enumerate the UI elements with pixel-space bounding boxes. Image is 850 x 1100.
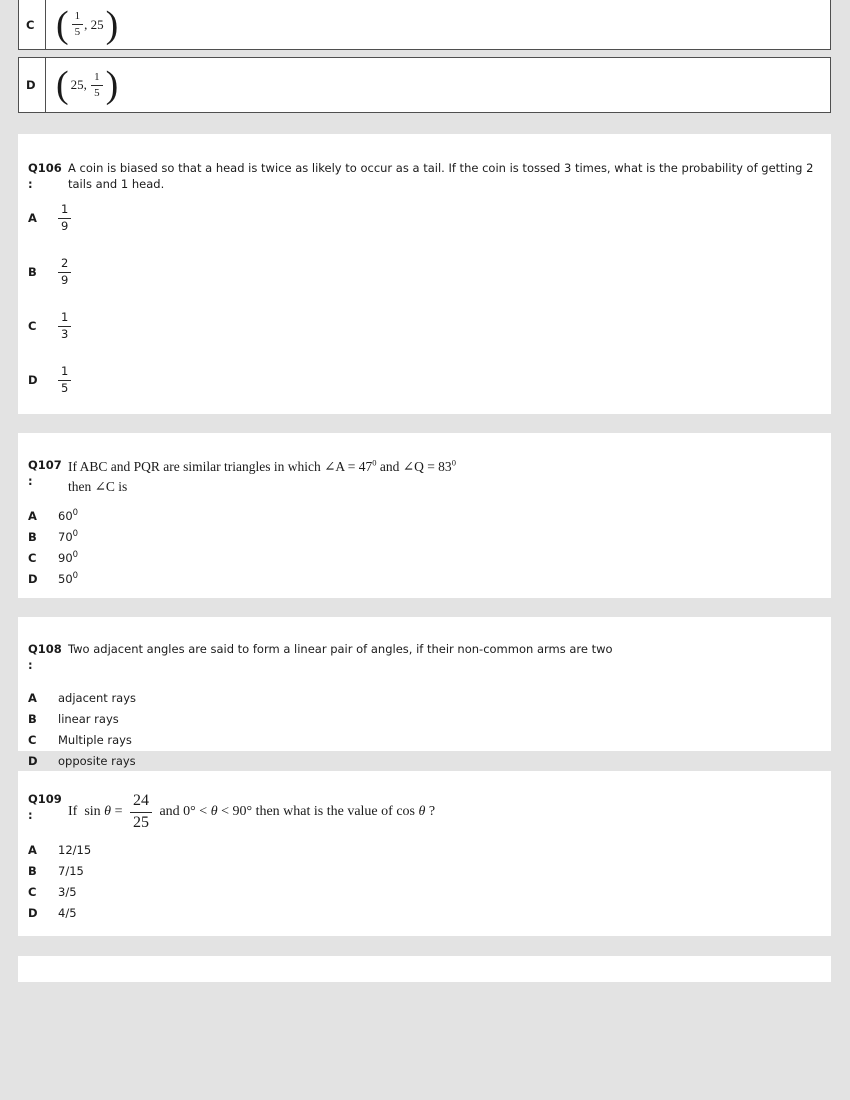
question-number [28,791,68,833]
degree-sup: 0 [72,570,79,581]
option-value: $60^0$ [58,507,79,523]
question-line2: then ∠C is [68,479,128,494]
degree-sup: 0 [451,457,456,468]
option-row [28,750,817,771]
option-letter: B [28,529,37,544]
option-letter: B [28,863,37,878]
option-row [28,839,817,860]
option-letter: D [19,58,46,112]
option-letter: B [28,265,37,279]
question-text: A coin is biased so that a head is twice as likely to occur as a tail. If the coin is tossed 3 times, what is the probability of getting 2 tails and 1 head. [68,161,814,191]
cos-label: cos [396,804,419,819]
fraction-numerator: 1 [58,365,71,380]
question-text [68,457,817,497]
question-text: Two adjacent angles are said to form a linear pair of angles, if their non-common arms are two [68,642,613,656]
option-letter: D [28,753,38,768]
question-line1: If ABC and PQR are similar triangles in which ∠A = $47^0$ and ∠Q = $83^0$ [68,457,456,474]
option-letter: C [28,732,37,747]
option-row [28,708,817,729]
question-card-q109 [18,771,831,936]
question-number [28,457,68,497]
fraction-denominator: 5 [74,26,81,38]
option-value: 3/5 [58,884,77,899]
option-letter: C [28,884,37,899]
empty-card [18,956,831,982]
question-header [28,791,817,833]
option-row [28,860,817,881]
fraction-numerator: 1 [91,71,103,86]
question-number-label: Q106 [28,161,62,175]
open-paren: ( [56,64,69,106]
question-card-q108 [18,617,831,768]
option-row [28,902,817,923]
option-row [28,547,817,568]
question-card-q107 [18,433,831,598]
question-number-label: Q107 [28,458,62,472]
option-letter: C [28,550,37,565]
question-number-label: Q109 [28,792,62,806]
option-value: $70^0$ [58,528,79,544]
question-card-q106 [18,134,831,414]
degree-sup: 0 [72,549,79,560]
option-letter: D [28,373,38,387]
fraction-denominator: 9 [61,218,69,233]
theta-symbol: θ [104,804,112,819]
sin-label: sin [84,804,105,819]
table-row-d [18,57,831,113]
table-row-c [18,0,831,50]
option-letter: B [28,711,37,726]
option-letter: A [28,690,37,705]
option-row [28,881,817,902]
option-value: Multiple rays [58,732,132,747]
question-colon: : [28,808,33,822]
option-row [28,304,817,348]
fraction-numerator: 1 [72,10,84,25]
option-row [28,729,817,750]
option-value: 12/15 [58,842,92,857]
option-row [28,250,817,294]
option-letter: D [28,571,38,586]
fraction [72,10,84,38]
option-letter: A [28,508,37,523]
theta-symbol: θ [418,804,426,819]
fraction-denominator: 5 [61,380,69,395]
option-value: opposite rays [58,753,136,768]
option-value: 4/5 [58,905,77,920]
option-row [28,358,817,402]
open-paren: ( [56,3,69,46]
option-letter: C [28,319,37,333]
degree-sup: 0 [72,507,79,518]
option-row [28,687,817,708]
close-paren: ) [105,3,119,46]
question-number [28,160,68,192]
option-fraction [58,311,71,340]
fraction-numerator: 1 [58,311,71,326]
option-value: adjacent rays [58,690,137,705]
option-letter: C [19,0,46,49]
question-header [28,160,817,192]
fraction-numerator: 2 [58,257,71,272]
question-header [28,641,817,673]
option-fraction [58,365,71,394]
option-value: 7/15 [58,863,84,878]
option-row [28,196,817,240]
pre-text: 25, [70,77,91,92]
option-fraction [58,257,71,286]
degree-sup: 0 [372,457,377,468]
fraction-numerator: 1 [58,203,71,218]
question-math-line: If sin θ = $\frac{24}{25}$ and 0° < θ < 90° then what is the value of cos θ ? [68,792,436,831]
option-letter: A [28,211,37,225]
option-row [28,568,817,589]
question-number-label: Q108 [28,642,62,656]
close-paren: ) [105,64,119,106]
option-row [28,526,817,547]
option-value: $90^0$ [58,549,79,565]
post-text: , 25 [84,16,104,32]
degree-sup: 0 [72,528,79,539]
fraction-denominator: 9 [61,272,69,287]
theta-symbol: θ [210,804,218,819]
question-colon: : [28,177,33,191]
option-value [46,58,120,112]
fraction-denominator: 3 [61,326,69,341]
option-row [28,505,817,526]
question-colon: : [28,658,33,672]
option-fraction [58,203,71,232]
option-letter: D [28,905,38,920]
question-header [28,457,817,497]
question-number [28,641,68,673]
option-value: $50^0$ [58,570,79,586]
question-colon: : [28,474,33,488]
fraction-numerator: 24 [130,792,152,812]
fraction-denominator: 5 [94,86,100,99]
fraction-denominator: 25 [132,813,149,831]
option-letter: A [28,842,37,857]
option-value [46,0,120,49]
fraction [130,792,152,832]
option-value: linear rays [58,711,119,726]
fraction [91,71,103,99]
